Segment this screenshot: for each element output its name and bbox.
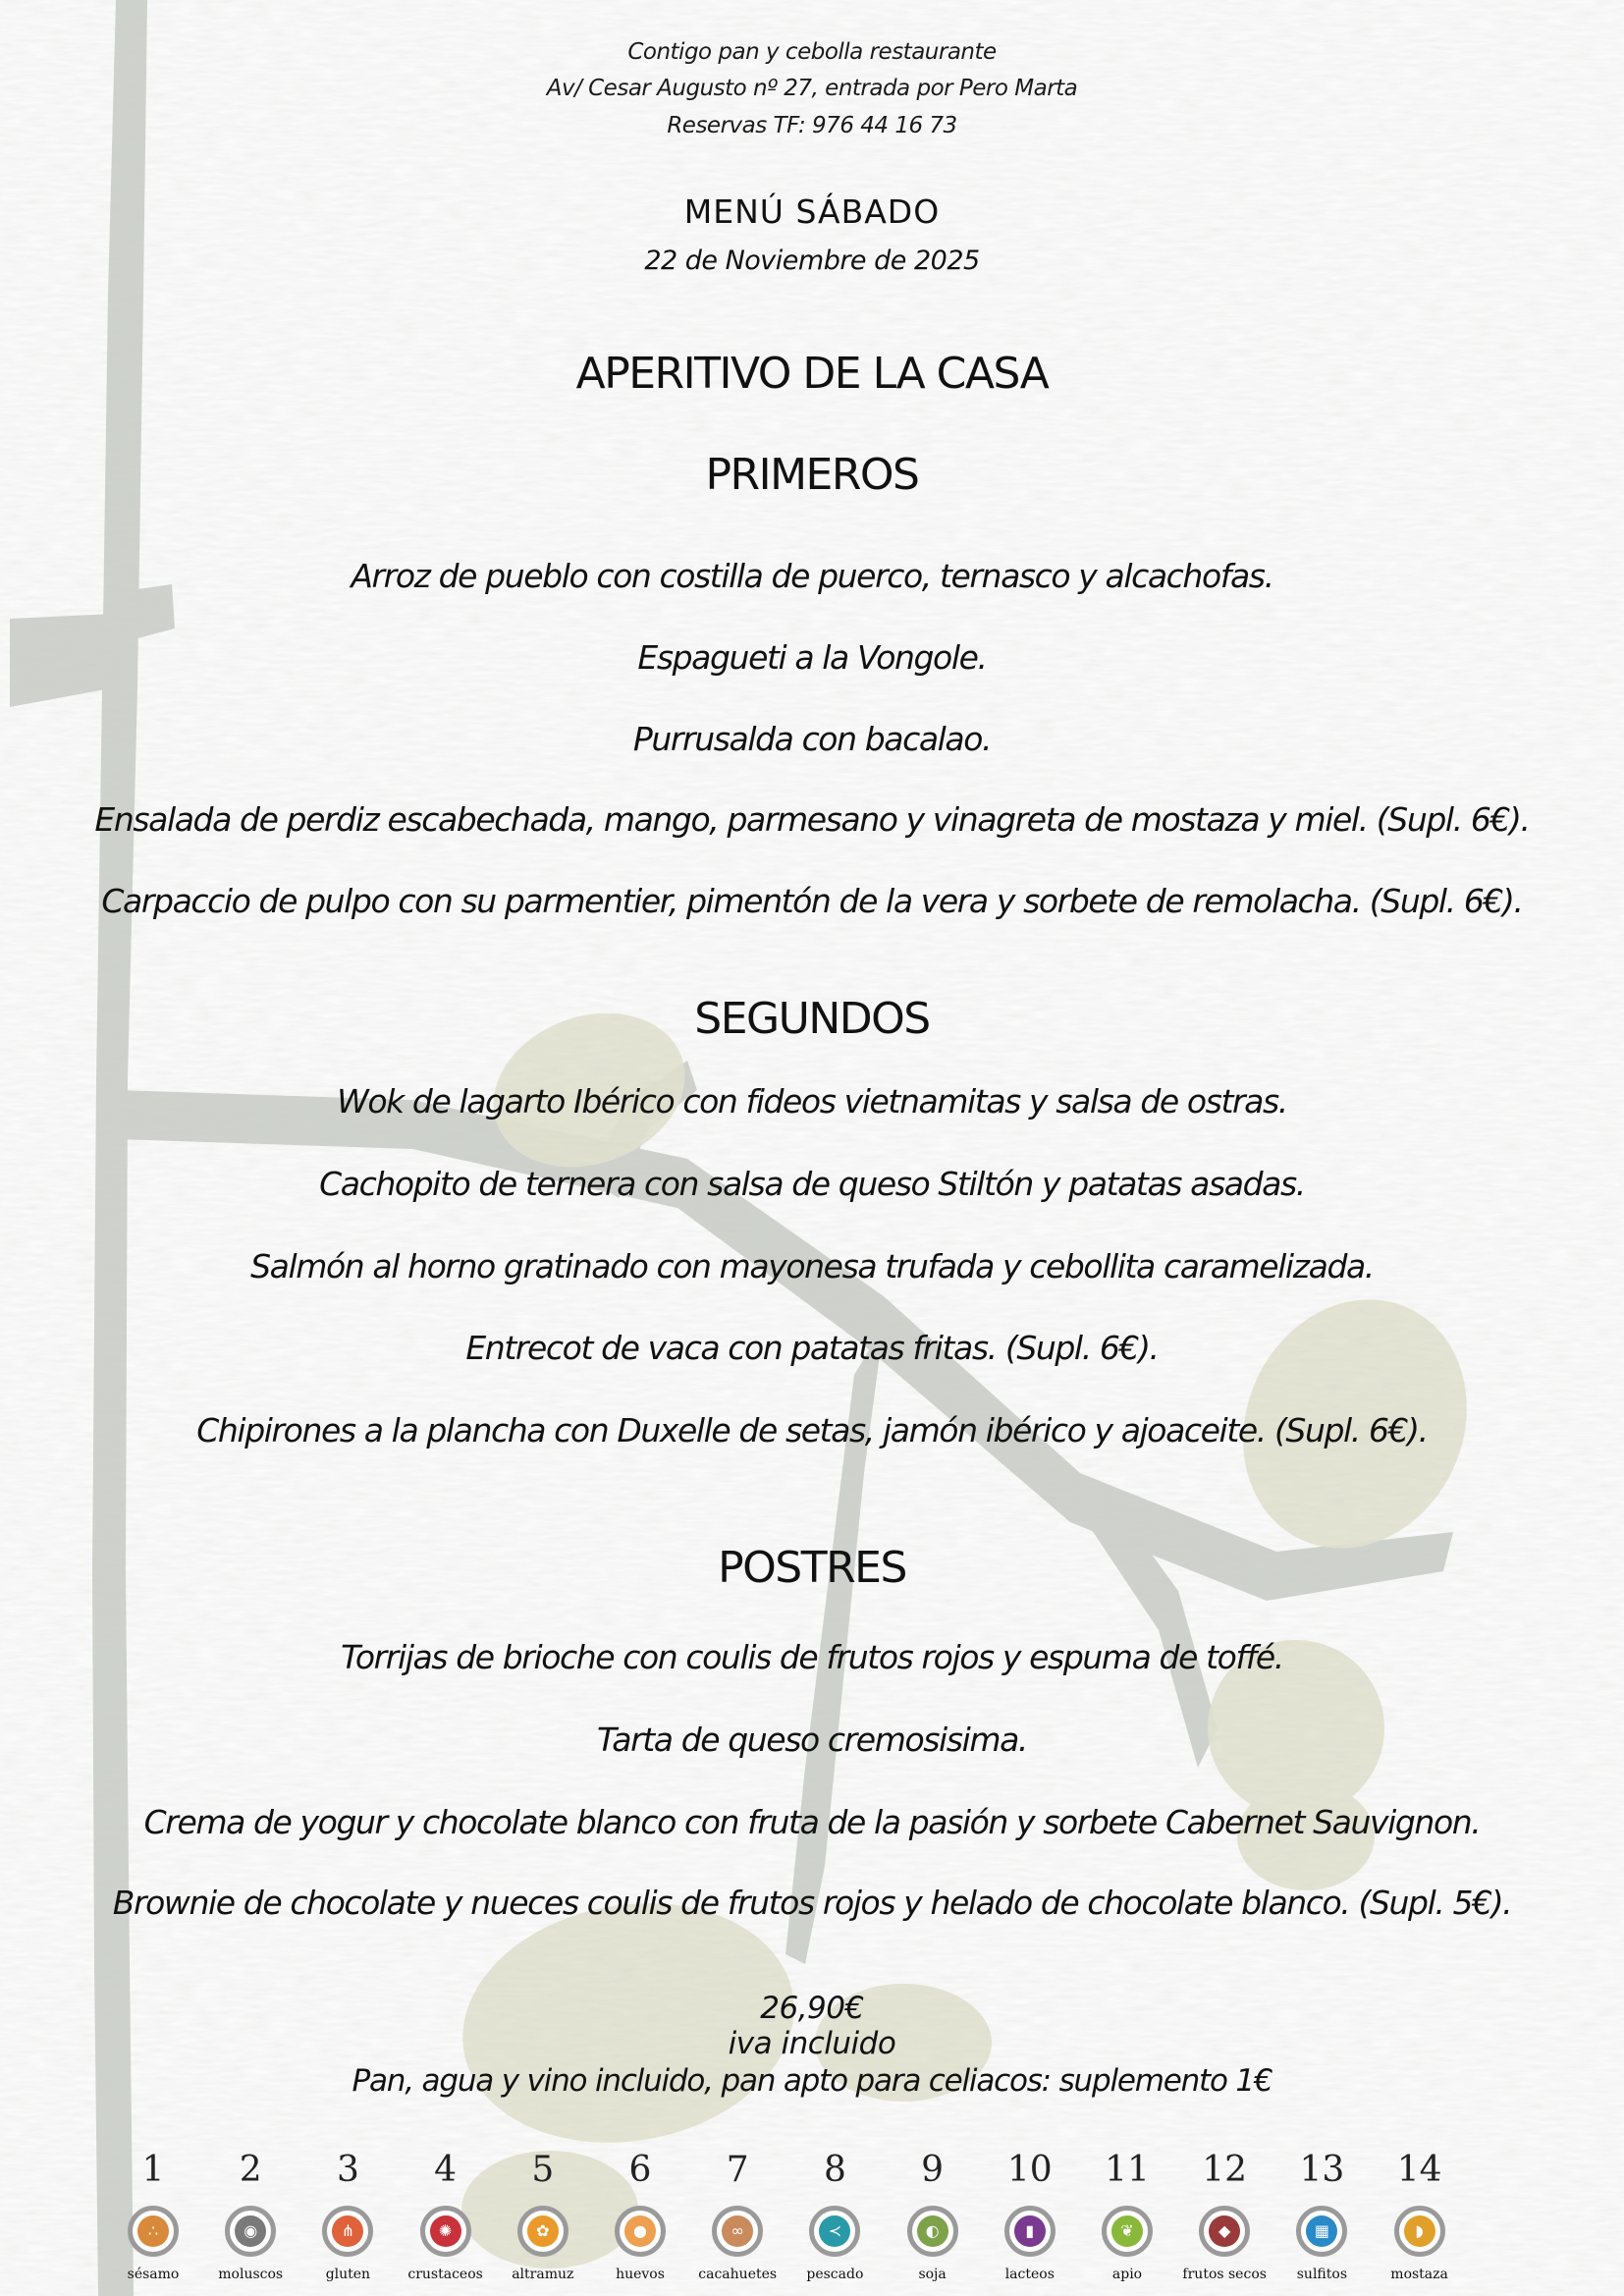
segundos-dish-5: Chipirones a la plancha con Duxelle de setas, jamón ibérico y ajoaceite. (Supl. 6€).	[196, 1411, 1428, 1449]
menu-price: 26,90€	[760, 1991, 864, 2026]
allergen-number: 7	[726, 2150, 749, 2190]
menu-title: MENÚ SÁBADO	[683, 192, 941, 231]
segundos-dish-4: Entrecot de vaca con patatas fritas. (Supl. 6€).	[465, 1329, 1159, 1367]
allergen-label: lacteos	[1004, 2267, 1055, 2282]
primeros-dish-2: Espagueti a la Vongole.	[637, 638, 987, 677]
allergen-number: 4	[434, 2150, 458, 2190]
allergen-label: altramuz	[512, 2267, 574, 2282]
allergen-number: 12	[1202, 2150, 1248, 2190]
egg-icon: ●	[615, 2206, 666, 2257]
bread-water-wine-note: Pan, agua y vino incluido, pan apto para celiacos: suplemento 1€	[352, 2063, 1272, 2099]
nut-icon: ◆	[1199, 2206, 1250, 2257]
allergen-label: moluscos	[218, 2267, 284, 2282]
allergen-label: sésamo	[127, 2267, 180, 2282]
peanut-icon: ∞	[712, 2206, 763, 2257]
aperitivo-heading: APERITIVO DE LA CASA	[575, 349, 1049, 399]
allergen-label: pescado	[806, 2267, 864, 2282]
primeros-dish-5: Carpaccio de pulpo con su parmentier, pimentón de la vera y sorbete de remolacha. (Supl. 6€).	[101, 882, 1523, 920]
allergen-item	[203, 2149, 298, 2282]
menu-date: 22 de Noviembre de 2025	[644, 246, 980, 276]
allergen-item	[1373, 2149, 1467, 2282]
allergen-item	[399, 2149, 493, 2282]
soy-icon: ◐	[907, 2206, 958, 2257]
crab-icon: ✺	[420, 2206, 471, 2257]
allergen-label: gluten	[325, 2267, 371, 2282]
allergen-label: cacahuetes	[698, 2267, 778, 2282]
allergen-label: crustaceos	[407, 2267, 483, 2282]
wheat-icon: ⋔	[322, 2206, 373, 2257]
mustard-icon: ◗	[1394, 2206, 1445, 2257]
allergen-number: 6	[628, 2150, 652, 2190]
restaurant-address: Av/ Cesar Augusto nº 27, entrada por Pero Marta	[546, 76, 1078, 101]
allergen-number: 3	[336, 2150, 359, 2190]
primeros-dish-4: Ensalada de perdiz escabechada, mango, parmesano y vinagreta de mostaza y miel. (Supl. 6€).	[94, 800, 1530, 839]
allergen-item	[1080, 2149, 1174, 2282]
allergen-label: soja	[918, 2267, 947, 2282]
postres-dish-4: Brownie de chocolate y nueces coulis de frutos rojos y helado de chocolate blanco. (Supl. 5€).	[112, 1884, 1512, 1922]
postres-dish-1: Torrijas de brioche con coulis de frutos rojos y espuma de toffé.	[341, 1638, 1283, 1676]
allergen-item	[787, 2149, 882, 2282]
milk-icon: ▮	[1004, 2206, 1056, 2257]
postres-heading: POSTRES	[718, 1543, 906, 1593]
allergen-number: 9	[921, 2150, 945, 2190]
reservation-phone: Reservas TF: 976 44 16 73	[667, 113, 957, 138]
allergen-item	[690, 2149, 785, 2282]
segundos-dish-3: Salmón al horno gratinado con mayonesa trufada y cebollita caramelizada.	[250, 1247, 1374, 1285]
allergen-item	[1274, 2149, 1369, 2282]
primeros-dish-3: Purrusalda con bacalao.	[632, 720, 992, 758]
allergen-number: 10	[1006, 2150, 1053, 2190]
restaurant-name: Contigo pan y cebolla restaurante	[627, 39, 997, 65]
allergen-item	[106, 2149, 200, 2282]
allergen-label: apio	[1111, 2267, 1143, 2282]
allergen-label: huevos	[616, 2267, 665, 2282]
allergen-item	[983, 2149, 1077, 2282]
sulphite-icon: ▦	[1296, 2206, 1347, 2257]
segundos-heading: SEGUNDOS	[694, 994, 930, 1044]
allergen-label: frutos secos	[1182, 2267, 1267, 2282]
celery-icon: ❦	[1102, 2206, 1153, 2257]
allergen-number: 14	[1396, 2150, 1442, 2190]
allergen-number: 2	[239, 2150, 262, 2190]
allergen-number: 8	[823, 2150, 846, 2190]
postres-dish-3: Crema de yogur y chocolate blanco con fruta de la pasión y sorbete Cabernet Sauvignon.	[143, 1803, 1481, 1841]
primeros-heading: PRIMEROS	[705, 450, 919, 500]
iva-note: iva incluido	[728, 2026, 896, 2061]
allergen-item	[593, 2149, 687, 2282]
sesame-icon: ∴	[128, 2206, 179, 2257]
allergen-item	[886, 2149, 980, 2282]
allergen-number: 5	[531, 2150, 555, 2190]
allergen-number: 1	[141, 2150, 165, 2190]
allergen-label: mostaza	[1390, 2267, 1448, 2282]
segundos-dish-1: Wok de lagarto Ibérico con fideos vietnamitas y salsa de ostras.	[337, 1082, 1287, 1121]
lupin-icon: ✿	[517, 2206, 568, 2257]
fish-icon: ≺	[809, 2206, 860, 2257]
allergen-number: 11	[1105, 2150, 1150, 2190]
postres-dish-2: Tarta de queso cremosisima.	[596, 1721, 1028, 1759]
allergen-item	[1177, 2149, 1272, 2282]
mollusc-icon: ◉	[225, 2206, 276, 2257]
allergen-item	[300, 2149, 395, 2282]
allergen-item	[496, 2149, 590, 2282]
allergen-number: 13	[1299, 2150, 1345, 2190]
segundos-dish-2: Cachopito de ternera con salsa de queso Stiltón y patatas asadas.	[319, 1165, 1305, 1203]
allergen-label: sulfitos	[1296, 2267, 1348, 2282]
primeros-dish-1: Arroz de pueblo con costilla de puerco, ternasco y alcachofas.	[351, 557, 1273, 595]
